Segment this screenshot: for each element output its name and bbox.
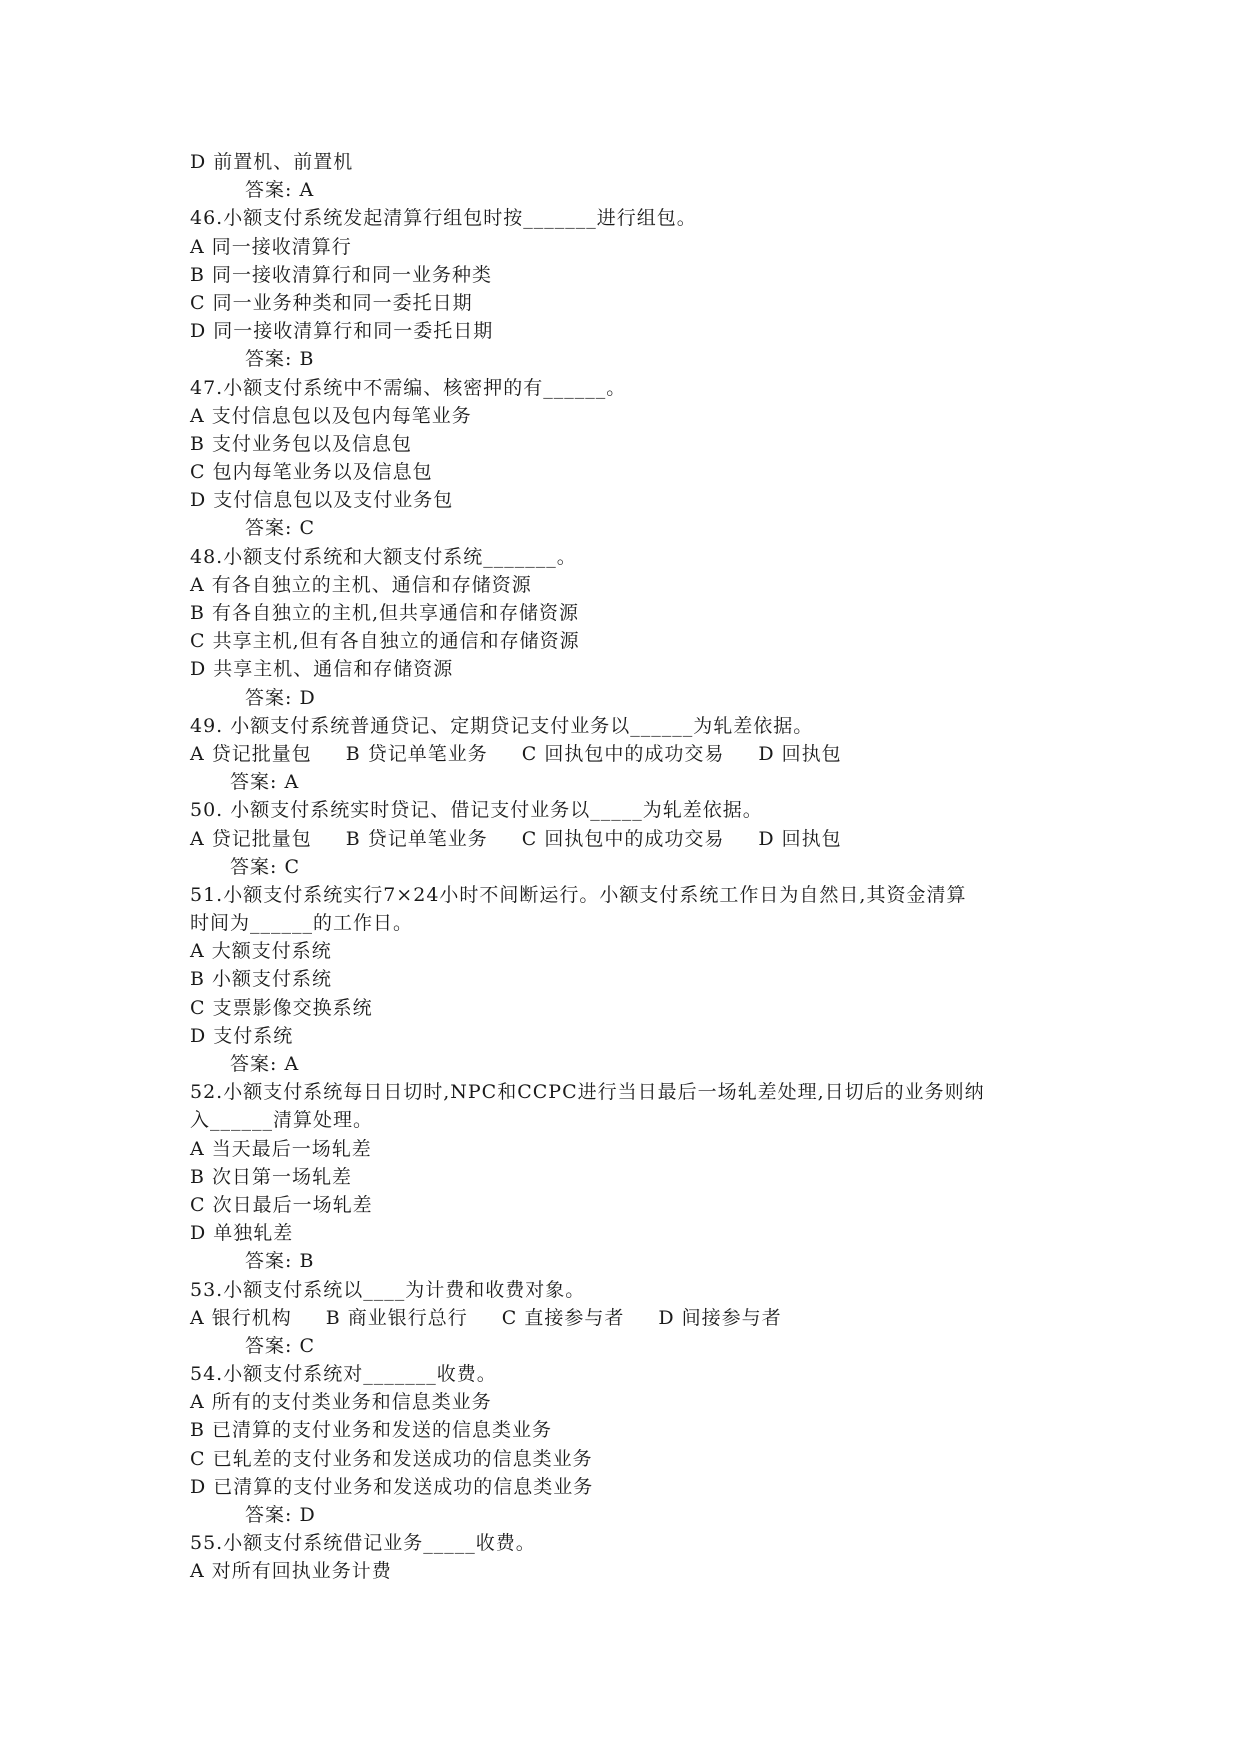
option-line: D 前置机、前置机 xyxy=(190,151,354,173)
option-item: C 直接参与者 xyxy=(501,1306,625,1329)
answer-line: 答案: D xyxy=(245,1504,316,1526)
option-item: D 回执包 xyxy=(758,742,842,765)
options-row xyxy=(190,825,1070,853)
answer-line: 答案: C xyxy=(230,855,300,878)
answer-line: 答案: B xyxy=(245,348,315,371)
option-item: D 回执包 xyxy=(758,827,842,850)
option-line: A 对所有回执业务计费 xyxy=(190,1560,392,1583)
option-line: A 当天最后一场轧差 xyxy=(190,1137,372,1160)
option-line: A 有各自独立的主机、通信和存储资源 xyxy=(190,573,532,596)
option-line: D 支付信息包以及支付业务包 xyxy=(190,489,454,512)
option-item: B 贷记单笔业务 xyxy=(345,827,488,850)
question-text: 46.小额支付系统发起清算行组包时按_______进行组包。 xyxy=(190,207,697,230)
answer-line: 答案: D xyxy=(245,686,316,709)
option-item: C 回执包中的成功交易 xyxy=(521,742,725,765)
option-item: B 贷记单笔业务 xyxy=(345,742,488,765)
option-line: D 已清算的支付业务和发送成功的信息类业务 xyxy=(190,1475,594,1498)
question-text: 54.小额支付系统对_______收费。 xyxy=(190,1363,497,1386)
option-item: B 商业银行总行 xyxy=(325,1306,468,1329)
option-line: C 共享主机,但有各自独立的通信和存储资源 xyxy=(190,630,580,653)
answer-line: 答案: A xyxy=(245,179,315,202)
question-text: 时间为______的工作日。 xyxy=(190,912,414,935)
question-text: 51.小额支付系统实行7×24小时不间断运行。小额支付系统工作日为自然日,其资金清算 xyxy=(190,883,967,906)
question-text: 入______清算处理。 xyxy=(190,1109,374,1132)
option-line: B 已清算的支付业务和发送的信息类业务 xyxy=(190,1419,553,1442)
option-line: A 同一接收清算行 xyxy=(190,235,352,258)
answer-line: 答案: A xyxy=(230,771,300,794)
question-text: 48.小额支付系统和大额支付系统_______。 xyxy=(190,545,577,568)
document-body xyxy=(190,148,1070,1586)
option-item: A 银行机构 xyxy=(190,1306,292,1329)
answer-line: 答案: A xyxy=(230,1053,300,1075)
answer-line: 答案: C xyxy=(245,517,315,540)
option-line: B 同一接收清算行和同一业务种类 xyxy=(190,263,493,286)
option-line: B 支付业务包以及信息包 xyxy=(190,432,413,455)
option-line: C 次日最后一场轧差 xyxy=(190,1193,373,1216)
answer-line: 答案: B xyxy=(245,1250,315,1273)
option-line: C 包内每笔业务以及信息包 xyxy=(190,461,433,484)
option-item: C 回执包中的成功交易 xyxy=(521,827,725,850)
option-line: D 支付系统 xyxy=(190,1024,294,1047)
options-row xyxy=(190,1304,1070,1332)
option-item: D 间接参与者 xyxy=(658,1306,782,1329)
option-line: D 共享主机、通信和存储资源 xyxy=(190,658,454,681)
option-line: C 已轧差的支付业务和发送成功的信息类业务 xyxy=(190,1447,593,1470)
question-text: 49. 小额支付系统普通贷记、定期贷记支付业务以______为轧差依据。 xyxy=(190,714,814,737)
question-text: 55.小额支付系统借记业务_____收费。 xyxy=(190,1532,536,1555)
answer-line: 答案: C xyxy=(245,1334,315,1357)
question-text: 53.小额支付系统以____为计费和收费对象。 xyxy=(190,1278,586,1301)
option-line: C 同一业务种类和同一委托日期 xyxy=(190,291,473,314)
option-line: B 小额支付系统 xyxy=(190,968,333,991)
question-text: 50. 小额支付系统实时贷记、借记支付业务以_____为轧差依据。 xyxy=(190,799,763,822)
option-line: B 有各自独立的主机,但共享通信和存储资源 xyxy=(190,602,580,624)
option-line: B 次日第一场轧差 xyxy=(190,1165,353,1188)
option-line: C 支票影像交换系统 xyxy=(190,996,373,1019)
option-item: A 贷记批量包 xyxy=(190,827,312,850)
option-item: A 贷记批量包 xyxy=(190,742,312,765)
option-line: D 单独轧差 xyxy=(190,1222,294,1245)
question-text: 47.小额支付系统中不需编、核密押的有______。 xyxy=(190,376,627,399)
options-row xyxy=(190,740,1070,768)
option-line: A 大额支付系统 xyxy=(190,940,332,963)
option-line: D 同一接收清算行和同一委托日期 xyxy=(190,320,494,343)
option-line: A 支付信息包以及包内每笔业务 xyxy=(190,404,472,427)
question-text: 52.小额支付系统每日日切时,NPC和CCPC进行当日最后一场轧差处理,日切后的业务则纳 xyxy=(190,1081,985,1104)
option-line: A 所有的支付类业务和信息类业务 xyxy=(190,1391,492,1414)
